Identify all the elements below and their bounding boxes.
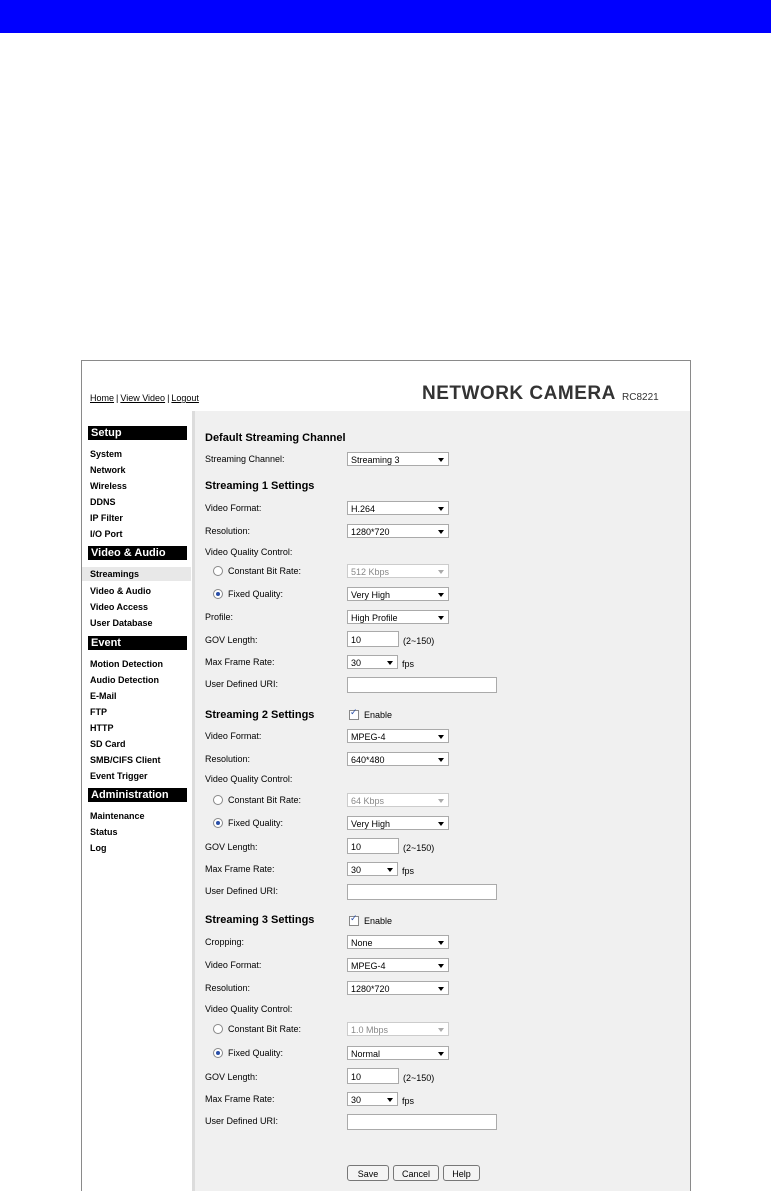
s3-fixed-quality-select[interactable]: Normal <box>347 1046 449 1060</box>
header-links: Home | View Video | Logout <box>90 393 199 403</box>
sidebar-section-administration: Administration <box>88 788 187 802</box>
sidebar-item-ddns[interactable]: DDNS <box>90 497 116 507</box>
s1-gov-label: GOV Length: <box>205 635 258 645</box>
s3-uri-input[interactable] <box>347 1114 497 1130</box>
chevron-down-icon <box>438 616 444 620</box>
sidebar-item-maintenance[interactable]: Maintenance <box>90 811 145 821</box>
sidebar-item-streamings[interactable]: Streamings <box>82 567 191 581</box>
s2-video-format-select[interactable]: MPEG-4 <box>347 729 449 743</box>
s2-video-format-label: Video Format: <box>205 731 262 741</box>
s3-cbr-radio[interactable]: Constant Bit Rate: <box>213 1024 301 1034</box>
sidebar-item-wireless[interactable]: Wireless <box>90 481 127 491</box>
s3-fps-label: Max Frame Rate: <box>205 1094 275 1104</box>
sidebar-item-status[interactable]: Status <box>90 827 118 837</box>
checkbox-checked-icon[interactable] <box>349 916 359 926</box>
s1-video-format-label: Video Format: <box>205 503 262 513</box>
s3-uri-label: User Defined URI: <box>205 1116 279 1126</box>
streaming-2-heading: Streaming 2 Settings <box>205 709 315 721</box>
s3-gov-hint: (2~150) <box>403 1073 435 1083</box>
s2-gov-input[interactable]: 10 <box>347 838 399 854</box>
sidebar-section-video-audio: Video & Audio <box>88 546 187 560</box>
sidebar-item-user-database[interactable]: User Database <box>90 618 153 628</box>
save-button[interactable]: Save <box>347 1165 389 1181</box>
s1-profile-label: Profile: <box>205 612 234 622</box>
brand-title: NETWORK CAMERA <box>422 383 616 404</box>
s3-enable-checkbox[interactable]: ✓ Enable <box>349 916 392 926</box>
s3-video-format-label: Video Format: <box>205 960 262 970</box>
chevron-down-icon <box>438 1052 444 1056</box>
s1-uri-label: User Defined URI: <box>205 679 279 689</box>
s3-fixed-quality-radio[interactable]: Fixed Quality: <box>213 1048 283 1058</box>
s3-fps-unit: fps <box>402 1096 415 1106</box>
s3-cbr-select[interactable]: 1.0 Mbps <box>347 1022 449 1036</box>
sidebar <box>82 411 195 1191</box>
help-button[interactable]: Help <box>443 1165 480 1181</box>
streaming-settings-form <box>195 411 690 1191</box>
s1-gov-hint: (2~150) <box>403 636 435 646</box>
s1-fps-unit: fps <box>402 659 415 669</box>
camera-web-ui <box>81 360 691 1191</box>
header <box>82 361 690 411</box>
s2-cbr-select[interactable]: 64 Kbps <box>347 793 449 807</box>
radio-selected-icon[interactable] <box>213 589 223 599</box>
sidebar-item-network[interactable]: Network <box>90 465 126 475</box>
sidebar-item-video-audio[interactable]: Video & Audio <box>90 586 152 596</box>
s1-cbr-select[interactable]: 512 Kbps <box>347 564 449 578</box>
s2-fps-select[interactable]: 30 <box>347 862 398 876</box>
chevron-down-icon <box>438 530 444 534</box>
sidebar-item-log[interactable]: Log <box>90 843 107 853</box>
chevron-down-icon <box>438 458 444 462</box>
sidebar-item-event-trigger[interactable]: Event Trigger <box>90 771 148 781</box>
cancel-button[interactable]: Cancel <box>393 1165 439 1181</box>
s2-cbr-radio[interactable]: Constant Bit Rate: <box>213 795 301 805</box>
radio-icon[interactable] <box>213 566 223 576</box>
s3-vqc-label: Video Quality Control: <box>205 1004 293 1014</box>
model-number: RC8221 <box>622 392 659 403</box>
logout-link[interactable]: Logout <box>171 393 199 403</box>
s2-uri-label: User Defined URI: <box>205 886 279 896</box>
s2-vqc-label: Video Quality Control: <box>205 774 293 784</box>
s2-gov-hint: (2~150) <box>403 843 435 853</box>
chevron-down-icon <box>438 593 444 597</box>
s3-resolution-select[interactable]: 1280*720 <box>347 981 449 995</box>
s2-fixed-quality-select[interactable]: Very High <box>347 816 449 830</box>
home-link[interactable]: Home <box>90 393 115 403</box>
chevron-down-icon <box>438 987 444 991</box>
s1-fixed-quality-select[interactable]: Very High <box>347 587 449 601</box>
streaming-3-heading: Streaming 3 Settings <box>205 914 315 926</box>
sidebar-item-io-port[interactable]: I/O Port <box>90 529 123 539</box>
s2-enable-checkbox[interactable]: ✓ Enable <box>349 710 392 720</box>
s1-profile-select[interactable]: High Profile <box>347 610 449 624</box>
s3-gov-input[interactable]: 10 <box>347 1068 399 1084</box>
s3-gov-label: GOV Length: <box>205 1072 258 1082</box>
s2-resolution-label: Resolution: <box>205 754 251 764</box>
chevron-down-icon <box>438 799 444 803</box>
s3-fps-select[interactable]: 30 <box>347 1092 398 1106</box>
sidebar-item-ftp[interactable]: FTP <box>90 707 107 717</box>
s2-uri-input[interactable] <box>347 884 497 900</box>
s3-resolution-label: Resolution: <box>205 983 251 993</box>
sidebar-item-audio-detection[interactable]: Audio Detection <box>90 675 159 685</box>
s2-fps-label: Max Frame Rate: <box>205 864 275 874</box>
s1-gov-input[interactable]: 10 <box>347 631 399 647</box>
s1-fps-select[interactable]: 30 <box>347 655 398 669</box>
s1-resolution-label: Resolution: <box>205 526 251 536</box>
s3-cropping-label: Cropping: <box>205 937 245 947</box>
sidebar-item-smb-cifs-client[interactable]: SMB/CIFS Client <box>90 755 161 765</box>
radio-selected-icon[interactable] <box>213 1048 223 1058</box>
radio-selected-icon[interactable] <box>213 818 223 828</box>
view-video-link[interactable]: View Video <box>120 393 166 403</box>
chevron-down-icon <box>438 507 444 511</box>
chevron-down-icon <box>438 964 444 968</box>
sidebar-item-email[interactable]: E-Mail <box>90 691 117 701</box>
s1-fps-label: Max Frame Rate: <box>205 657 275 667</box>
streaming-channel-select[interactable]: Streaming 3 <box>347 452 449 466</box>
sidebar-item-sd-card[interactable]: SD Card <box>90 739 126 749</box>
chevron-down-icon <box>438 570 444 574</box>
s1-fixed-quality-radio[interactable]: Fixed Quality: <box>213 589 283 599</box>
sidebar-section-setup: Setup <box>88 426 187 440</box>
chevron-down-icon <box>438 1028 444 1032</box>
chevron-down-icon <box>438 735 444 739</box>
s1-uri-input[interactable] <box>347 677 497 693</box>
sidebar-item-motion-detection[interactable]: Motion Detection <box>90 659 163 669</box>
s2-resolution-select[interactable]: 640*480 <box>347 752 449 766</box>
checkbox-checked-icon[interactable] <box>349 710 359 720</box>
sidebar-item-video-access[interactable]: Video Access <box>90 602 149 612</box>
chevron-down-icon <box>438 758 444 762</box>
top-bar <box>0 0 771 33</box>
s1-resolution-select[interactable]: 1280*720 <box>347 524 449 538</box>
s2-fps-unit: fps <box>402 866 415 876</box>
streaming-1-heading: Streaming 1 Settings <box>205 480 315 492</box>
sidebar-section-event: Event <box>88 636 187 650</box>
s2-gov-label: GOV Length: <box>205 842 258 852</box>
s1-cbr-radio[interactable]: Constant Bit Rate: <box>213 566 301 576</box>
s3-cropping-select[interactable]: None <box>347 935 449 949</box>
chevron-down-icon <box>387 1098 393 1102</box>
chevron-down-icon <box>438 941 444 945</box>
s3-video-format-select[interactable]: MPEG-4 <box>347 958 449 972</box>
radio-icon[interactable] <box>213 1024 223 1034</box>
sidebar-item-system[interactable]: System <box>90 449 123 459</box>
chevron-down-icon <box>387 868 393 872</box>
sidebar-item-ip-filter[interactable]: IP Filter <box>90 513 123 523</box>
streaming-channel-label: Streaming Channel: <box>205 454 285 464</box>
s1-vqc-label: Video Quality Control: <box>205 547 293 557</box>
default-channel-heading: Default Streaming Channel <box>205 432 346 444</box>
radio-icon[interactable] <box>213 795 223 805</box>
sidebar-item-http[interactable]: HTTP <box>90 723 114 733</box>
s1-video-format-select[interactable]: H.264 <box>347 501 449 515</box>
s2-fixed-quality-radio[interactable]: Fixed Quality: <box>213 818 283 828</box>
chevron-down-icon <box>387 661 393 665</box>
chevron-down-icon <box>438 822 444 826</box>
